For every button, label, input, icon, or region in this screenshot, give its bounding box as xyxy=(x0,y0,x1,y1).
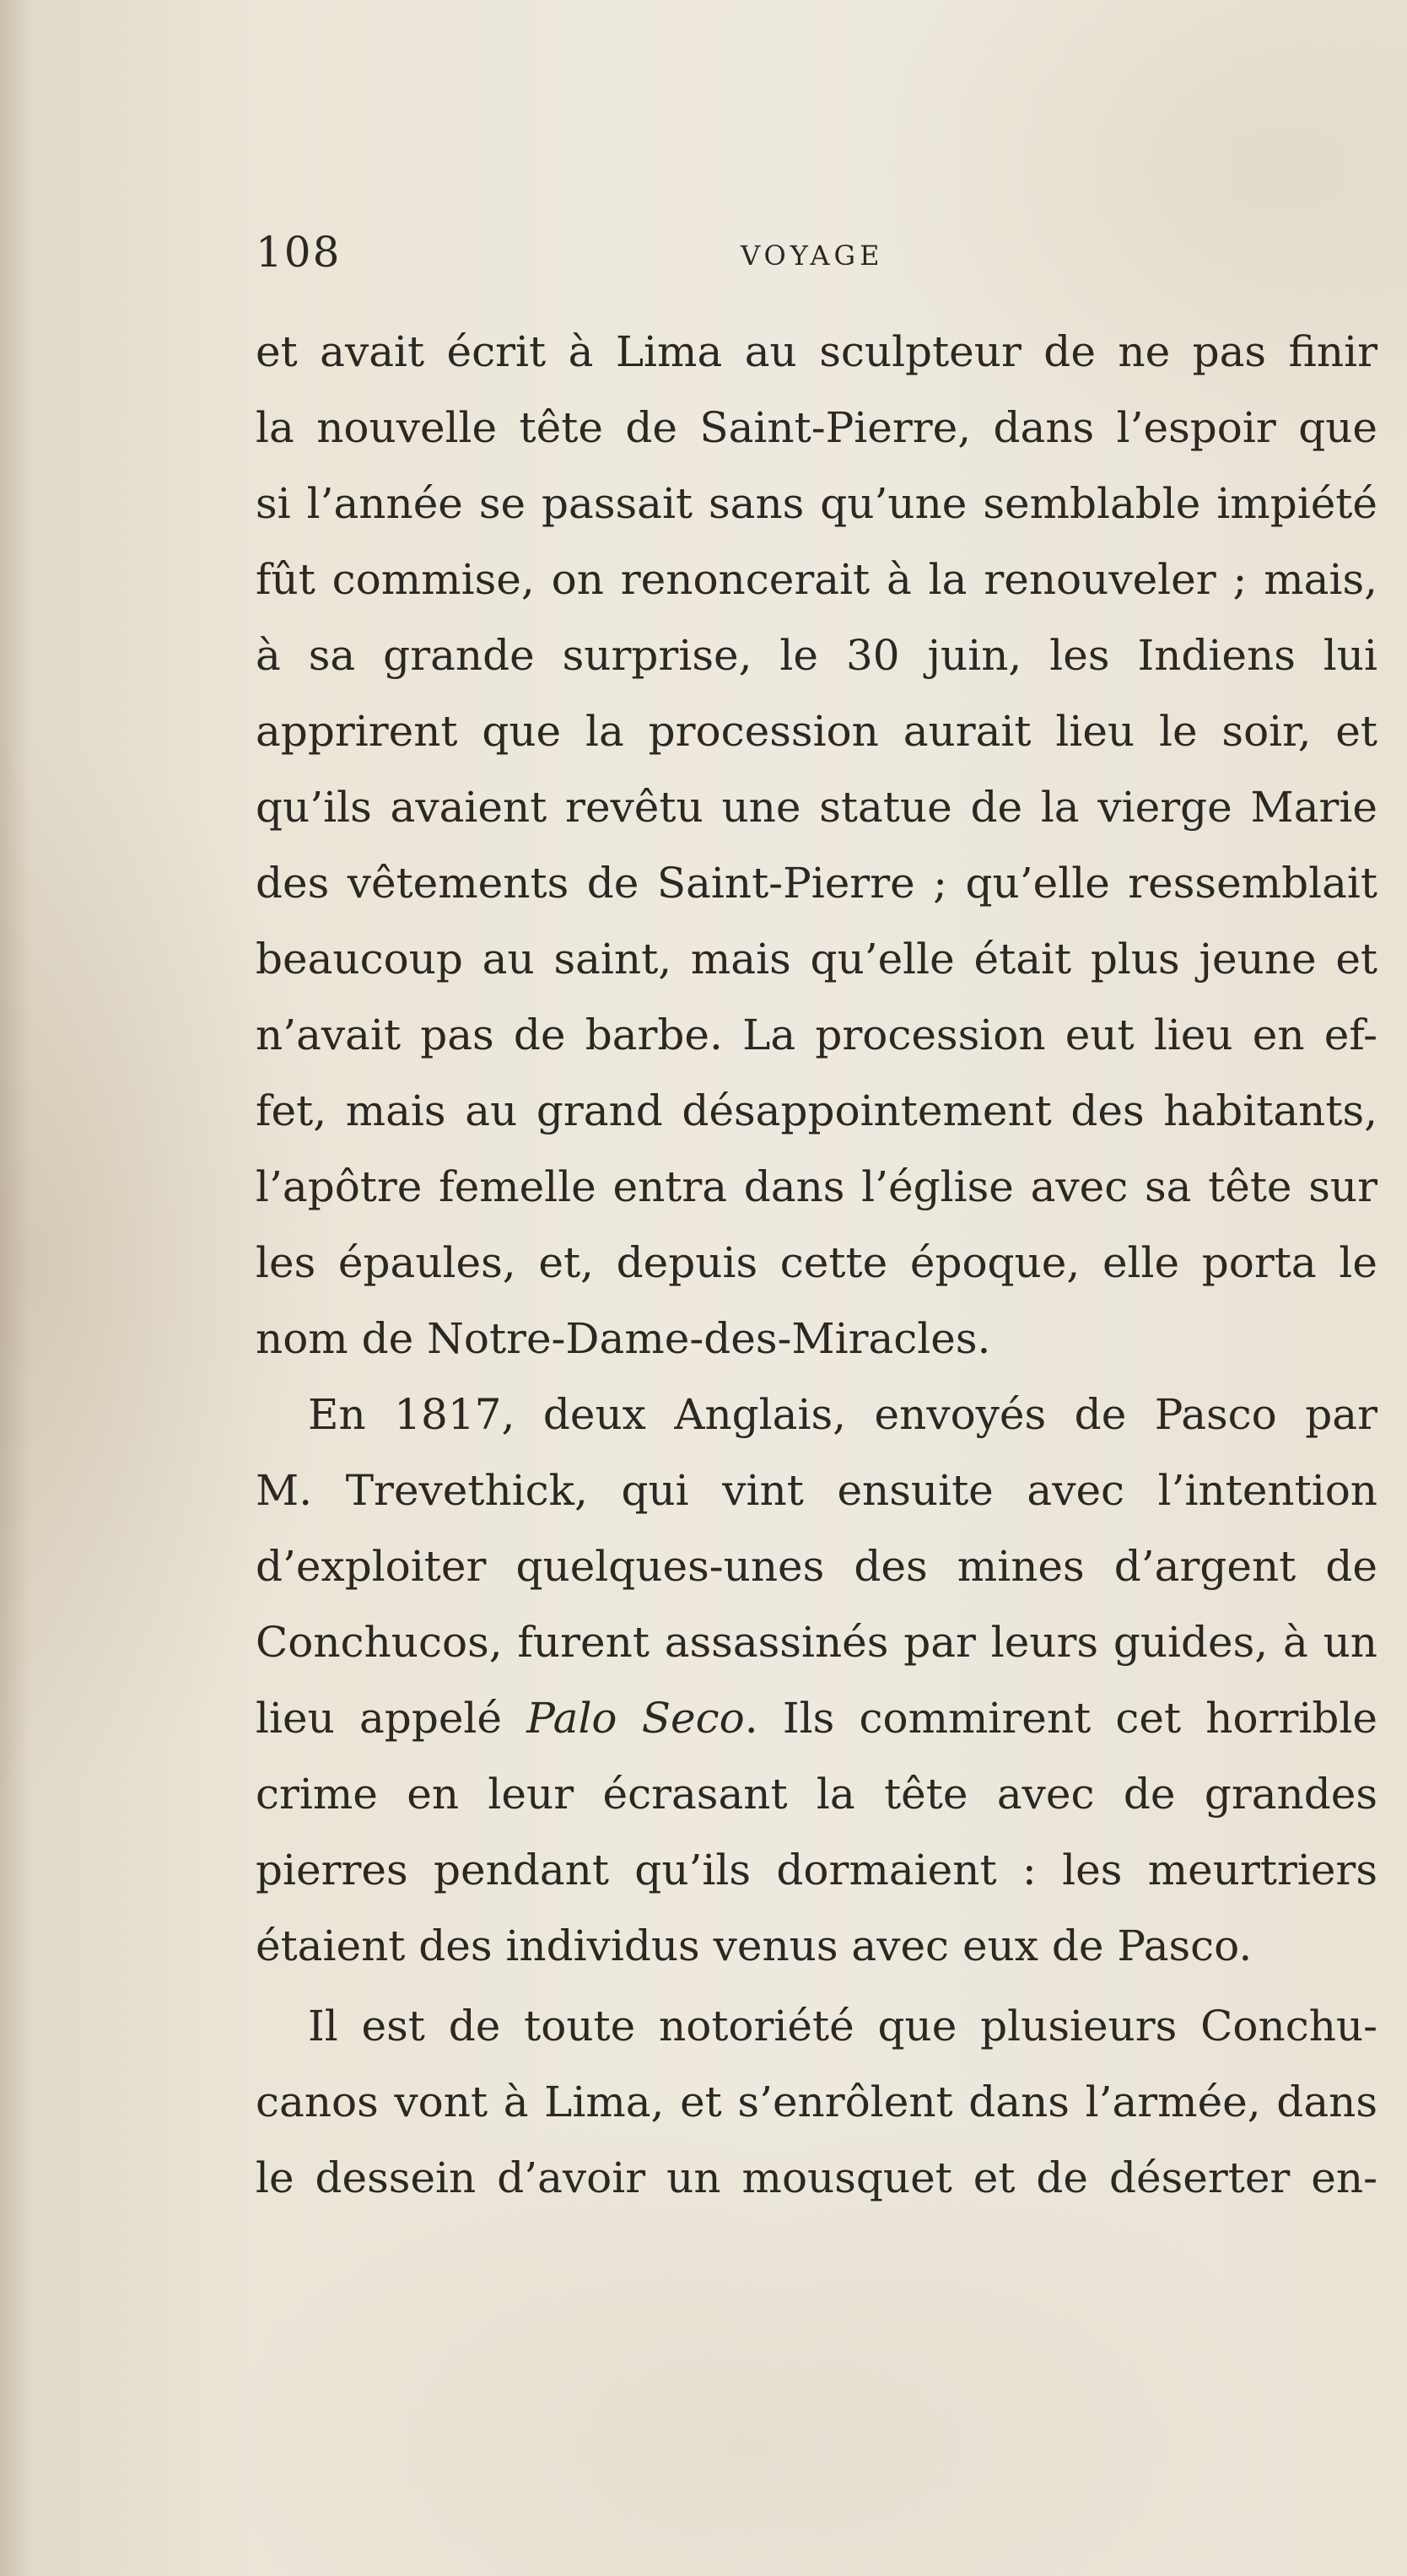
text-line: d’exploiter quelques-unes des mines d’argent de xyxy=(256,1542,1377,1591)
text-line: l’apôtre femelle entra dans l’église avec sa tête sur xyxy=(256,1162,1377,1211)
text-line: apprirent que la procession aurait lieu le soir, et xyxy=(256,707,1377,756)
text-line: à sa grande surprise, le 30 juin, les Indiens lui xyxy=(256,631,1377,680)
text-line: M. Trevethick, qui vint ensuite avec l’intention xyxy=(256,1466,1377,1515)
text-line: Il est de toute notoriété que plusieurs Conchu- xyxy=(308,2002,1377,2051)
text-line: fet, mais au grand désappointement des habitants, xyxy=(256,1086,1377,1135)
running-head: VOYAGE xyxy=(741,240,884,272)
page-fold-shadow xyxy=(0,0,30,2576)
text-line: des vêtements de Saint-Pierre ; qu’elle ressemblait xyxy=(256,859,1377,908)
text-line: canos vont à Lima, et s’enrôlent dans l’armée, dans xyxy=(256,2078,1377,2126)
page-header xyxy=(256,228,1377,287)
text-line: crime en leur écrasant la tête avec de grandes xyxy=(256,1770,1377,1819)
text-line: nom de Notre-Dame-des-Miracles. xyxy=(256,1314,991,1363)
page-number: 108 xyxy=(256,228,342,277)
text-line: et avait écrit à Lima au sculpteur de ne pas finir xyxy=(256,327,1377,376)
text-line: qu’ils avaient revêtu une statue de la vierge Marie xyxy=(256,783,1377,832)
text-line: le dessein d’avoir un mousquet et de déserter en- xyxy=(256,2153,1377,2202)
text-line: si l’année se passait sans qu’une semblable impiété xyxy=(256,479,1377,528)
text-line: fût commise, on renoncerait à la renouveler ; mais, xyxy=(256,555,1377,604)
text-line: les épaules, et, depuis cette époque, elle porta le xyxy=(256,1238,1377,1287)
text-run: . Ils commirent cet horrible xyxy=(744,1694,1377,1743)
italic-place-name: Palo Seco xyxy=(526,1694,745,1743)
text-line: beaucoup au saint, mais qu’elle était plus jeune et xyxy=(256,935,1377,984)
text-line: pierres pendant qu’ils dormaient : les meurtriers xyxy=(256,1846,1377,1894)
text-line: n’avait pas de barbe. La procession eut lieu en ef- xyxy=(256,1010,1377,1059)
text-line: En 1817, deux Anglais, envoyés de Pasco par xyxy=(308,1390,1377,1439)
text-run: lieu appelé xyxy=(256,1694,527,1743)
text-line: étaient des individus venus avec eux de Pasco. xyxy=(256,1921,1253,1970)
text-line: la nouvelle tête de Saint-Pierre, dans l’espoir que xyxy=(256,403,1377,452)
text-line-with-italic xyxy=(256,1680,1377,1756)
text-line: Conchucos, furent assassinés par leurs guides, à un xyxy=(256,1618,1377,1667)
